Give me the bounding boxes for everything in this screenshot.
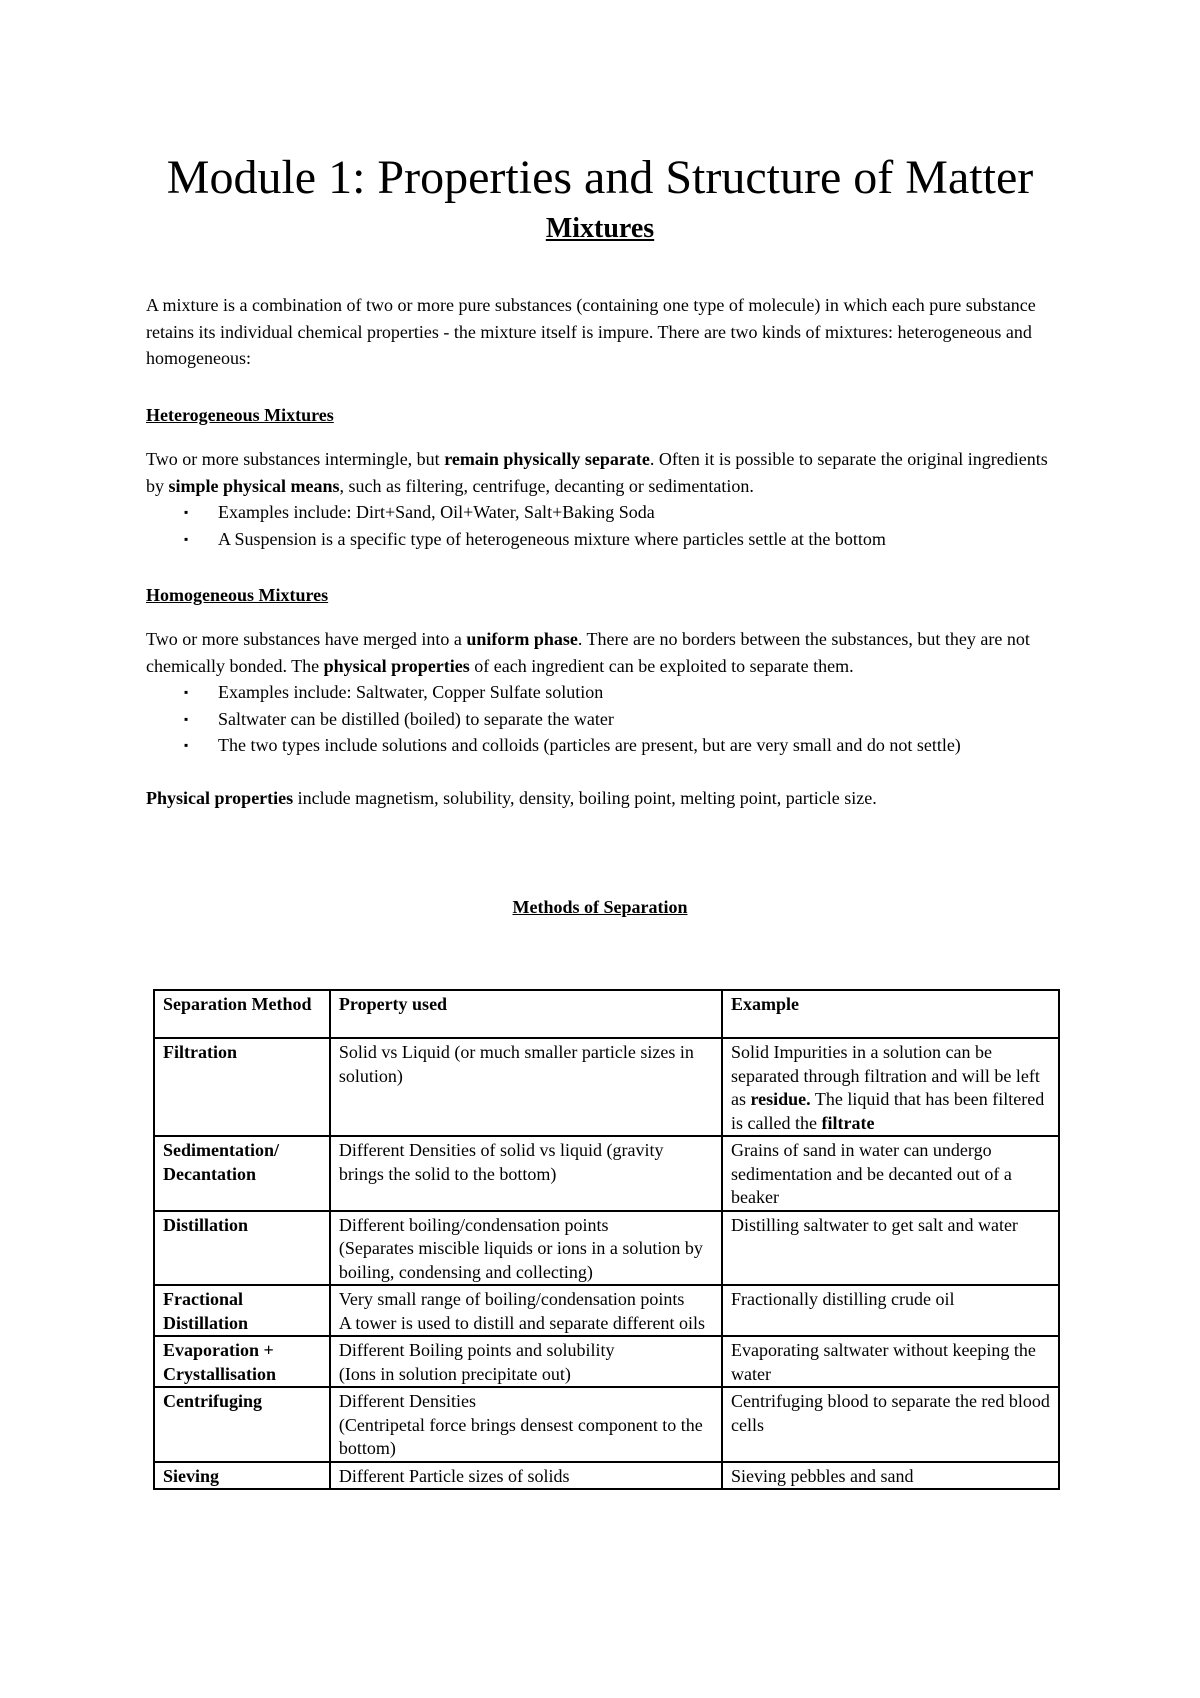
example-cell: Evaporating saltwater without keeping the water <box>722 1336 1059 1387</box>
text-run: Two or more substances intermingle, but <box>146 449 445 469</box>
bullet-item: ▪ A Suspension is a specific type of heterogeneous mixture where particles settle at the bottom <box>146 526 1086 553</box>
method-cell: Evaporation + Crystallisation <box>154 1336 330 1387</box>
method-cell: Centrifuging <box>154 1387 330 1462</box>
example-cell: Distilling saltwater to get salt and water <box>722 1211 1059 1286</box>
method-cell: Sedimentation/ Decantation <box>154 1136 330 1211</box>
physical-properties-paragraph <box>146 785 1066 812</box>
method-cell: Fractional Distillation <box>154 1285 330 1336</box>
table-row <box>154 1285 1059 1336</box>
table-row <box>154 1038 1059 1136</box>
example-cell: Sieving pebbles and sand <box>722 1462 1059 1490</box>
header-cell: Example <box>722 990 1059 1038</box>
bold-run: simple physical means <box>168 475 340 496</box>
header-cell: Property used <box>330 990 722 1038</box>
property-line: Different boiling/condensation points <box>338 1214 609 1235</box>
property-cell <box>330 1387 722 1462</box>
bold-run: uniform phase <box>466 629 578 649</box>
methods-of-separation-heading: Methods of Separation <box>512 897 688 917</box>
text-run: . There are no borders between the substances, but they are not chemically bonded. The <box>146 629 1030 676</box>
bold-run: residue. <box>750 1089 811 1109</box>
text-run: . Often it is possible to separate the original ingredients by <box>146 449 1048 496</box>
text-run: include magnetism, solubility, density, boiling point, melting point, particle size. <box>293 788 877 808</box>
homogeneous-paragraph <box>146 626 1066 679</box>
method-cell: Filtration <box>154 1038 330 1136</box>
example-cell: Centrifuging blood to separate the red blood cells <box>722 1387 1059 1462</box>
property-cell: Different Densities of solid vs liquid (gravity brings the solid to the bottom) <box>330 1136 722 1211</box>
example-cell: Fractionally distilling crude oil <box>722 1285 1059 1336</box>
bold-run: filtrate <box>821 1112 875 1133</box>
text-run: Solid Impurities in a solution can be separated through filtration and will be left as <box>731 1042 1040 1109</box>
table-row <box>154 1136 1059 1211</box>
section-title-mixtures: Mixtures <box>545 213 655 244</box>
page-title: Module 1: Properties and Structure of Matter <box>166 151 1034 204</box>
property-cell: Different Particle sizes of solids <box>330 1462 722 1490</box>
table-header-row <box>154 990 1059 1038</box>
property-line: Different Boiling points and solubility <box>338 1340 615 1360</box>
property-line: (Ions in solution precipitate out) <box>338 1363 571 1384</box>
property-line: (Separates miscible liquids or ions in a solution by boiling, condensing and collecting) <box>338 1238 703 1282</box>
text-run: Two or more substances have merged into a <box>146 629 467 649</box>
property-cell <box>330 1285 722 1336</box>
heterogeneous-paragraph <box>146 446 1066 499</box>
table-row <box>154 1211 1059 1286</box>
property-line: Very small range of boiling/condensation points <box>338 1289 685 1309</box>
bold-run: physical properties <box>323 655 470 676</box>
homogeneous-heading: Homogeneous Mixtures <box>146 585 329 605</box>
example-cell: Grains of sand in water can undergo sedimentation and be decanted out of a beaker <box>722 1136 1059 1211</box>
property-cell: Solid vs Liquid (or much smaller particle sizes in solution) <box>330 1038 722 1136</box>
bold-run: remain physically separate <box>444 449 650 469</box>
header-cell: Separation Method <box>154 990 330 1038</box>
text-run: The liquid that has been filtered is called the <box>731 1089 1045 1133</box>
table-row <box>154 1336 1059 1387</box>
table-row <box>154 1387 1059 1462</box>
table-row <box>154 1462 1059 1490</box>
property-cell <box>330 1211 722 1286</box>
bullet-item: ▪ Examples include: Saltwater, Copper Sulfate solution <box>146 679 1086 706</box>
example-cell <box>722 1038 1059 1136</box>
separation-methods-table <box>153 989 1060 1490</box>
bullet-item: ▪ Examples include: Dirt+Sand, Oil+Water, Salt+Baking Soda <box>146 499 1086 526</box>
homogeneous-bullet-list <box>146 679 1086 759</box>
property-line: (Centripetal force brings densest component to the bottom) <box>338 1414 703 1458</box>
property-cell <box>330 1336 722 1387</box>
method-cell: Distillation <box>154 1211 330 1286</box>
text-run: , such as filtering, centrifuge, decanting or sedimentation. <box>339 475 754 496</box>
bullet-item: ▪ The two types include solutions and colloids (particles are present, but are very small and do not settle) <box>146 732 1086 759</box>
property-line: Different Densities <box>338 1391 477 1411</box>
property-line: A tower is used to distill and separate different oils <box>338 1312 705 1333</box>
bullet-item: ▪ Saltwater can be distilled (boiled) to separate the water <box>146 706 1086 733</box>
method-cell: Sieving <box>154 1462 330 1490</box>
heterogeneous-bullet-list <box>146 499 1086 552</box>
bold-run: Physical properties <box>146 788 294 808</box>
intro-paragraph: A mixture is a combination of two or more pure substances (containing one type of molecule) in which each pure substance retains its individual chemical properties - the mixture itself is impure. There are two kinds of mixtures: heterogeneous and homogeneous: <box>146 295 1036 368</box>
text-run: of each ingredient can be exploited to separate them. <box>469 655 854 676</box>
heterogeneous-heading: Heterogeneous Mixtures <box>146 405 334 425</box>
